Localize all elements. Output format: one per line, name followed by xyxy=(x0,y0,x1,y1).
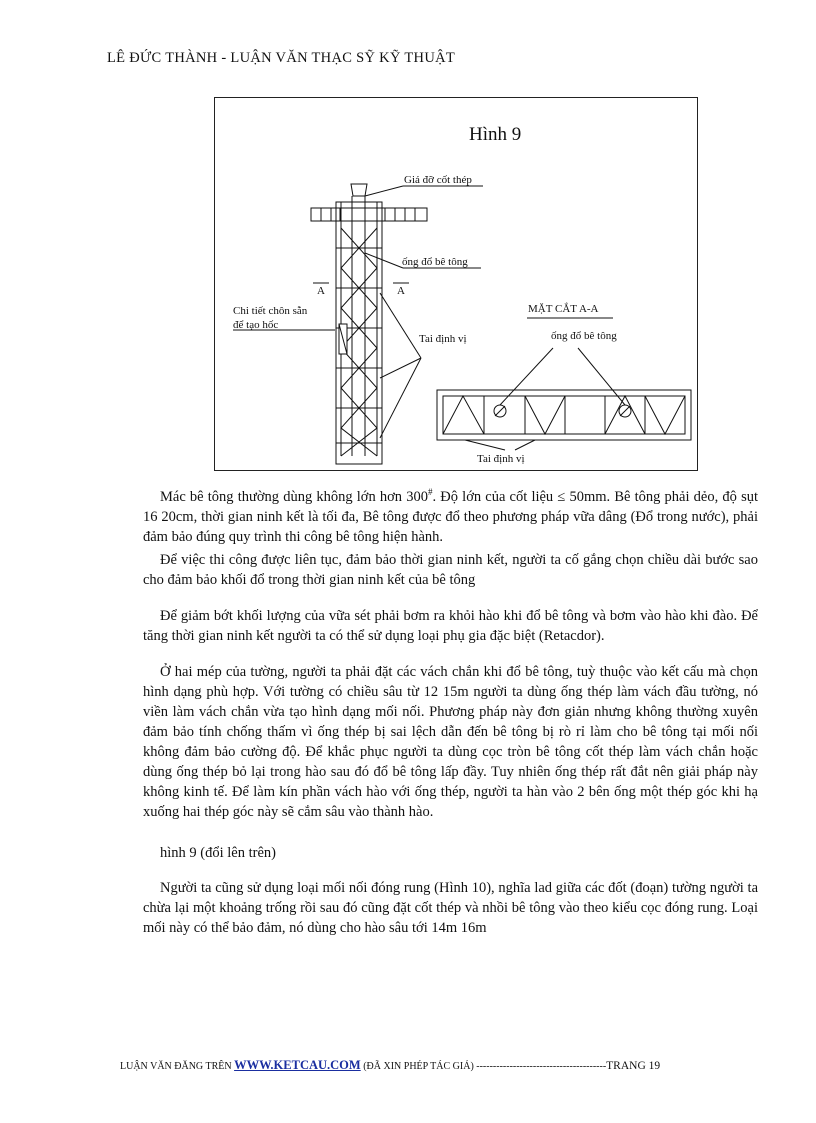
footer-link[interactable]: WWW.KETCAU.COM xyxy=(234,1058,361,1072)
paragraph-6: Người ta cũng sử dụng loại mối nối đóng rung (Hình 10), nghĩa lad giữa các đốt (đoạn) tường người ta chừa lại một khoảng trống rồi sau đó cũng đặt cốt thép và nhồi bê tông vào theo kiểu cọc đóng rung. Loại mối này có thể bảo đảm, nó dùng cho hào sâu tới 14m 16m xyxy=(143,880,758,936)
pipe-label: ống đổ bê tông xyxy=(402,256,468,268)
support-label: Giá đỡ cốt thép xyxy=(404,174,472,186)
paragraph-4: Ở hai mép của tường, người ta phải đặt các vách chắn khi đổ bê tông, tuỳ thuộc vào kết cấu mà chọn hình dạng phù hợp. Với tường có chiều sâu từ 12 15m người ta dùng ống thép làm vách đầu tường, nó viền làm vách chắn vừa tạo hình dạng mối nối. Phương pháp này đơn giản nhưng không thường xuyên đảm bảo tính chống thấm vì ống thép bị sai lệch dẫn đến bê tông bị rò rỉ làm cho bê tông tại mối nối không đảm bảo cường độ. Để khắc phục người ta dùng cọc tròn bê tông cốt thép làm vách chắn hoặc dùng ống thép bỏ lại trong hào sau đó đổ bê tông lấp đầy. Tuy nhiên ống thép rất đắt nên giải pháp này không kinh tế. Để làm kín phần vách hào với ống thép, người ta hàn vào 2 bên ống một thép góc khi hạ xuống hai thép góc này sẽ cắm sâu vào thành hào. xyxy=(143,664,758,820)
page-header: LÊ ĐỨC THÀNH - LUẬN VĂN THẠC SỸ KỸ THUẬT xyxy=(107,50,456,66)
pipe-section-label: ống đổ bê tông xyxy=(551,330,617,342)
embed-label-line1: Chi tiết chôn sẵn xyxy=(233,305,308,317)
locator-label-top: Tai định vị xyxy=(419,333,467,345)
embed-label-line2: để tạo hốc xyxy=(233,319,279,331)
footer-suffix: (ĐÃ XIN PHÉP TÁC GIẢ) --------------------------------------- xyxy=(360,1061,607,1072)
page-number: TRANG 19 xyxy=(606,1060,661,1072)
locator-label-bottom: Tai định vị xyxy=(477,453,525,465)
paragraph-1: Mác bê tông thường dùng không lớn hơn 300#. Độ lớn của cốt liệu ≤ 50mm. Bê tông phải dẻo, độ sụt 16 20cm, thời gian ninh kết là tối đa, Bê tông được đổ theo phương pháp vữa dâng (Đổ trong nước), phải đảm bảo đúng quy trình thi công bê tông hiện hành. xyxy=(143,487,758,545)
paragraph-2: Để việc thi công được liên tục, đảm bảo thời gian ninh kết, người ta cố gắng chọn chiều dài bước sao cho đảm bảo khối đổ trong thời gian ninh kết của bê tông xyxy=(143,552,758,588)
section-mark-left: A xyxy=(317,285,325,297)
section-mark-right: A xyxy=(397,285,405,297)
figure-hinh-9 xyxy=(214,97,698,471)
section-title: MẶT CẮT A-A xyxy=(528,303,599,315)
wall-construction-diagram xyxy=(215,98,699,472)
page-footer xyxy=(120,1058,760,1073)
figure-title: Hình 9 xyxy=(469,124,522,145)
paragraph-3: Để giảm bớt khối lượng của vữa sét phải bơm ra khỏi hào khi đổ bê tông và bơm vào hào khi đào. Để tăng thời gian ninh kết người ta có thể sử dụng loại phụ gia đặc biệt (Retacdor). xyxy=(143,608,758,644)
footer-prefix: LUẬN VĂN ĐĂNG TRÊN xyxy=(120,1061,235,1072)
paragraph-5: hình 9 (đổi lên trên) xyxy=(160,845,276,861)
